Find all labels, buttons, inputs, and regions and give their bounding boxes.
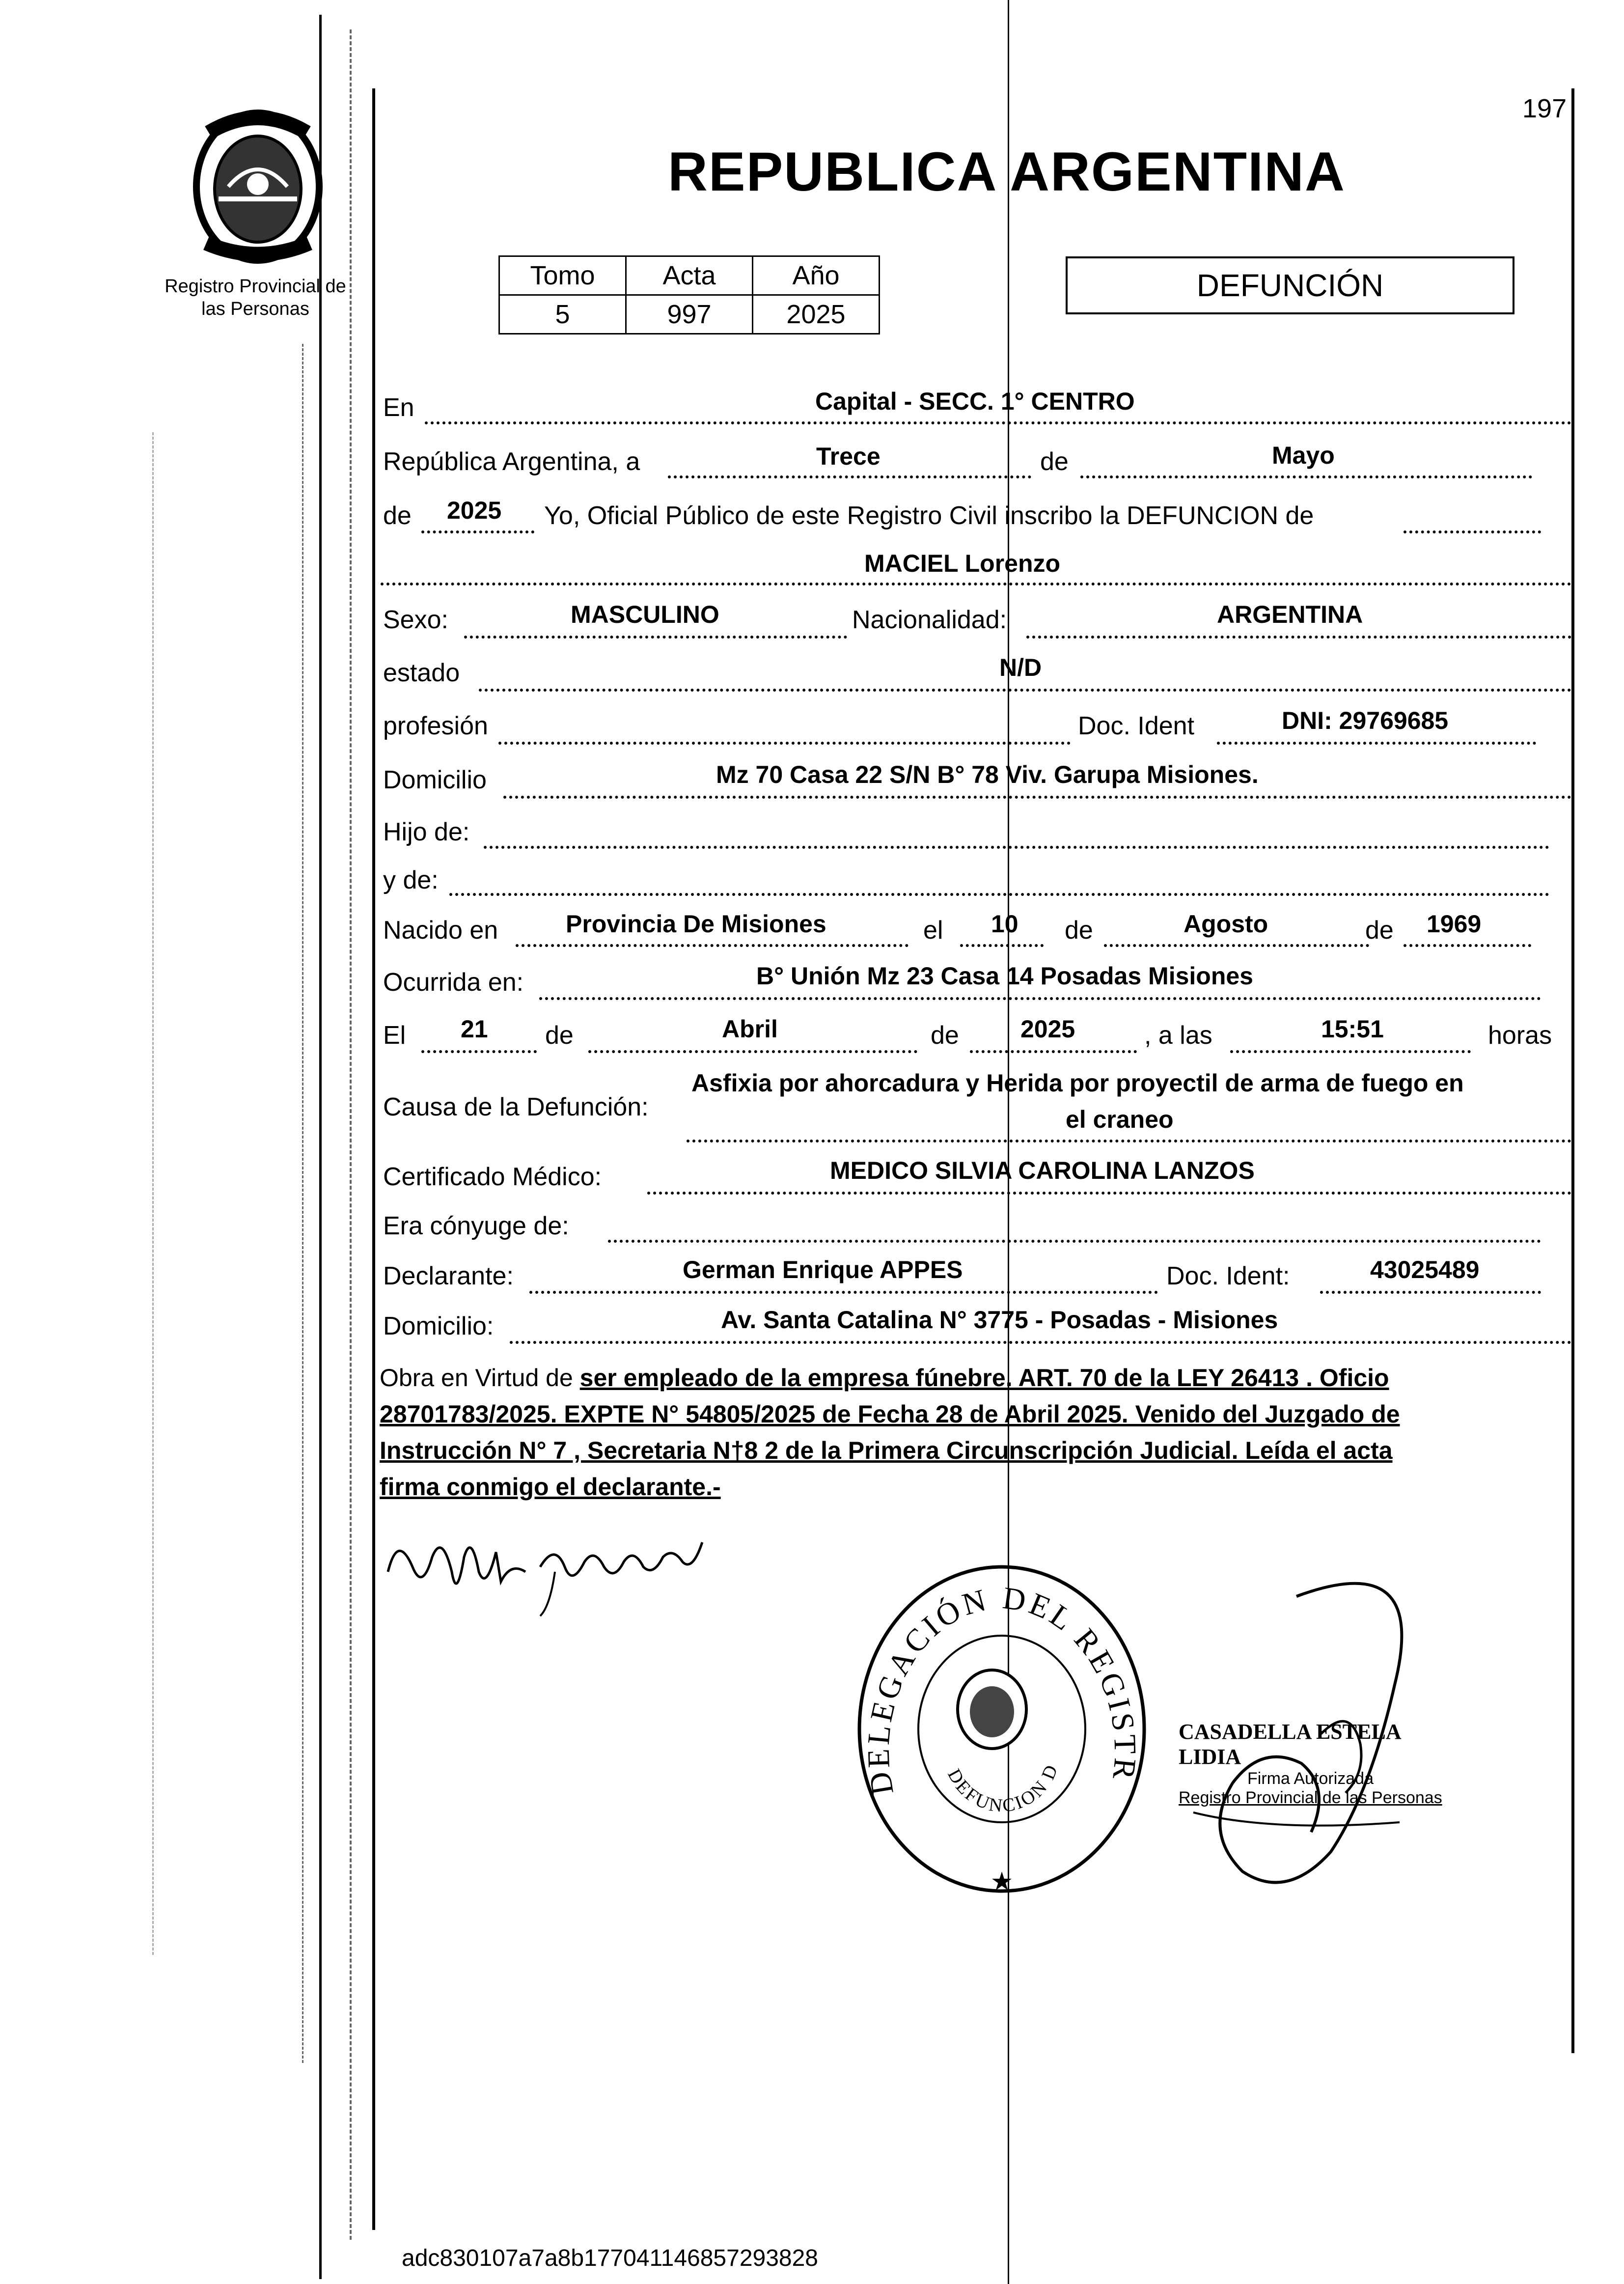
year-value: 2025 xyxy=(447,497,502,524)
causa-line xyxy=(687,1140,1571,1142)
a-las-label: , a las xyxy=(1144,1021,1212,1050)
year-line xyxy=(421,530,534,533)
birth-day-line xyxy=(960,944,1044,947)
birth-month: Agosto xyxy=(1184,910,1268,938)
hijo-label: Hijo de: xyxy=(383,818,470,846)
obra-line1 xyxy=(380,1360,1568,1396)
yde-label: y de: xyxy=(383,866,439,894)
nacido-line xyxy=(516,944,908,947)
doc-ident-value: DNI: 29769685 xyxy=(1282,707,1449,734)
nacido-value: Provincia De Misiones xyxy=(566,910,826,938)
value-acta: 997 xyxy=(626,295,753,334)
inscribo-line xyxy=(1404,530,1541,533)
certificado-label: Certificado Médico: xyxy=(383,1163,602,1191)
nacionalidad-line xyxy=(1026,636,1571,639)
value-tomo: 5 xyxy=(499,295,626,334)
causa-label: Causa de la Defunción: xyxy=(383,1093,649,1121)
death-month-line xyxy=(588,1050,917,1053)
left-margin-line xyxy=(319,15,322,2279)
birth-de2: de xyxy=(1365,916,1394,945)
domicilio-line xyxy=(503,796,1571,799)
right-form-border xyxy=(1571,88,1574,2053)
obra-prefix: Obra en Virtud de xyxy=(380,1364,580,1392)
header-tomo: Tomo xyxy=(499,256,626,295)
deceased-name: MACIEL Lorenzo xyxy=(864,550,1061,577)
death-de2: de xyxy=(931,1021,959,1050)
causa-line2: el craneo xyxy=(1066,1106,1174,1133)
record-table-value-row xyxy=(499,295,880,334)
estado-value: N/D xyxy=(999,654,1042,681)
left-form-border xyxy=(372,88,375,2230)
profesion-label: profesión xyxy=(383,712,488,740)
domicilio2-line xyxy=(510,1341,1571,1344)
domicilio2-label: Domicilio: xyxy=(383,1312,494,1340)
month-line xyxy=(1080,475,1532,478)
conyuge-label: Era cónyuge de: xyxy=(383,1212,569,1240)
death-day: 21 xyxy=(461,1015,488,1043)
declarante-line xyxy=(529,1291,1158,1294)
declarant-signature xyxy=(378,1513,712,1621)
horas-label: horas xyxy=(1488,1021,1552,1050)
nacido-label: Nacido en xyxy=(383,916,498,945)
death-month: Abril xyxy=(722,1015,778,1043)
record-table-header-row xyxy=(499,256,880,295)
header-acta: Acta xyxy=(626,256,753,295)
day-line xyxy=(668,475,1031,478)
stamp-inner-text: DEFUNCION D xyxy=(943,1760,1063,1817)
profesion-line xyxy=(498,742,1071,745)
registry-label xyxy=(157,275,354,320)
certificado-value: MEDICO SILVIA CAROLINA LANZOS xyxy=(830,1157,1255,1184)
official-stamp xyxy=(854,1562,1149,1896)
declarante-doc-value: 43025489 xyxy=(1370,1256,1480,1283)
page-number: 197 xyxy=(1522,94,1567,123)
el2-label: El xyxy=(383,1021,406,1050)
ocurrida-line xyxy=(539,997,1541,1000)
inscribo-text: Yo, Oficial Público de este Registro Civil inscribo la DEFUNCION de xyxy=(544,501,1314,530)
value-anio: 2025 xyxy=(753,295,880,334)
de2-label: de xyxy=(383,501,412,530)
month-value: Mayo xyxy=(1272,442,1335,469)
document-type-box: DEFUNCIÓN xyxy=(1066,256,1514,314)
header-anio: Año xyxy=(753,256,880,295)
declarante-label: Declarante: xyxy=(383,1262,514,1290)
declarante-doc-line xyxy=(1320,1291,1541,1294)
en-value: Capital - SECC. 1° CENTRO xyxy=(815,388,1135,415)
yde-line xyxy=(449,893,1549,896)
birth-month-line xyxy=(1104,944,1369,947)
en-label: En xyxy=(383,393,414,422)
sexo-value: MASCULINO xyxy=(571,601,719,628)
margin-dash-2 xyxy=(302,344,303,2063)
conyuge-line xyxy=(608,1240,1541,1243)
nacionalidad-value: ARGENTINA xyxy=(1217,601,1363,628)
registry-label-line2: las Personas xyxy=(201,299,309,319)
domicilio-value: Mz 70 Casa 22 S/N B° 78 Viv. Garupa Misiones. xyxy=(716,761,1259,788)
document-serial: adc830107a7a8b177041146857293828 xyxy=(402,2245,818,2271)
declarante-doc-label: Doc. Ident: xyxy=(1166,1262,1290,1290)
signer-org: Registro Provincial de las Personas xyxy=(1179,1788,1442,1807)
provincial-shield-logo xyxy=(179,103,336,265)
sexo-label: Sexo: xyxy=(383,606,448,634)
de-label: de xyxy=(1040,447,1069,476)
death-de1: de xyxy=(545,1021,574,1050)
doc-ident-line xyxy=(1217,742,1536,745)
republica-label: República Argentina, a xyxy=(383,447,640,476)
obra-line3: Instrucción N° 7 , Secretaria N†8 2 de la Primera Circunscripción Judicial. Leída el acta xyxy=(380,1437,1393,1464)
en-line xyxy=(425,421,1571,424)
stamp-outer-text: DELEGACIÓN DEL REGISTR xyxy=(860,1580,1143,1798)
sexo-line xyxy=(464,636,847,639)
certificado-line xyxy=(647,1192,1571,1195)
hijo-line xyxy=(484,846,1549,849)
obra-line4: firma conmigo el declarante.- xyxy=(380,1473,721,1501)
margin-dash-3 xyxy=(152,432,154,1955)
document-title: REPUBLICA ARGENTINA xyxy=(668,141,1346,202)
death-year: 2025 xyxy=(1020,1015,1075,1043)
birth-year-line xyxy=(1404,944,1531,947)
obra-line1-bold: ser empleado de la empresa fúnebre. ART. 70 de la LEY 26413 . Oficio xyxy=(579,1364,1389,1392)
registry-label-line1: Registro Provincial de xyxy=(165,276,346,297)
estado-label: estado xyxy=(383,659,460,687)
estado-line xyxy=(479,689,1571,692)
birth-de1: de xyxy=(1065,916,1093,945)
death-time: 15:51 xyxy=(1321,1015,1384,1043)
birth-day: 10 xyxy=(991,910,1018,938)
day-value: Trece xyxy=(816,443,881,470)
signer-block xyxy=(1179,1719,1454,1808)
birth-year: 1969 xyxy=(1427,910,1482,938)
name-line xyxy=(381,583,1571,585)
death-time-line xyxy=(1230,1050,1471,1053)
obra-paragraph xyxy=(380,1360,1568,1505)
signer-role: Firma Autorizada xyxy=(1247,1769,1374,1788)
signer-name: CASADELLA ESTELA LIDIA xyxy=(1179,1720,1401,1769)
declarante-value: German Enrique APPES xyxy=(683,1256,963,1283)
margin-dash-1 xyxy=(350,29,352,2240)
doc-ident-label: Doc. Ident xyxy=(1078,712,1195,740)
record-table xyxy=(498,255,880,334)
nacionalidad-label: Nacionalidad: xyxy=(852,606,1007,634)
death-year-line xyxy=(970,1050,1137,1053)
ocurrida-label: Ocurrida en: xyxy=(383,968,524,997)
death-day-line xyxy=(421,1050,537,1053)
stamp-star: ★ xyxy=(990,1867,1014,1896)
causa-line1: Asfixia por ahorcadura y Herida por proyectil de arma de fuego en xyxy=(691,1069,1464,1097)
el-label: el xyxy=(923,916,943,945)
ocurrida-value: B° Unión Mz 23 Casa 14 Posadas Misiones xyxy=(756,962,1253,990)
domicilio-label: Domicilio xyxy=(383,766,487,794)
domicilio2-value: Av. Santa Catalina N° 3775 - Posadas - Misiones xyxy=(721,1306,1278,1334)
obra-line2: 28701783/2025. EXPTE N° 54805/2025 de Fecha 28 de Abril 2025. Venido del Juzgado de xyxy=(380,1400,1400,1428)
